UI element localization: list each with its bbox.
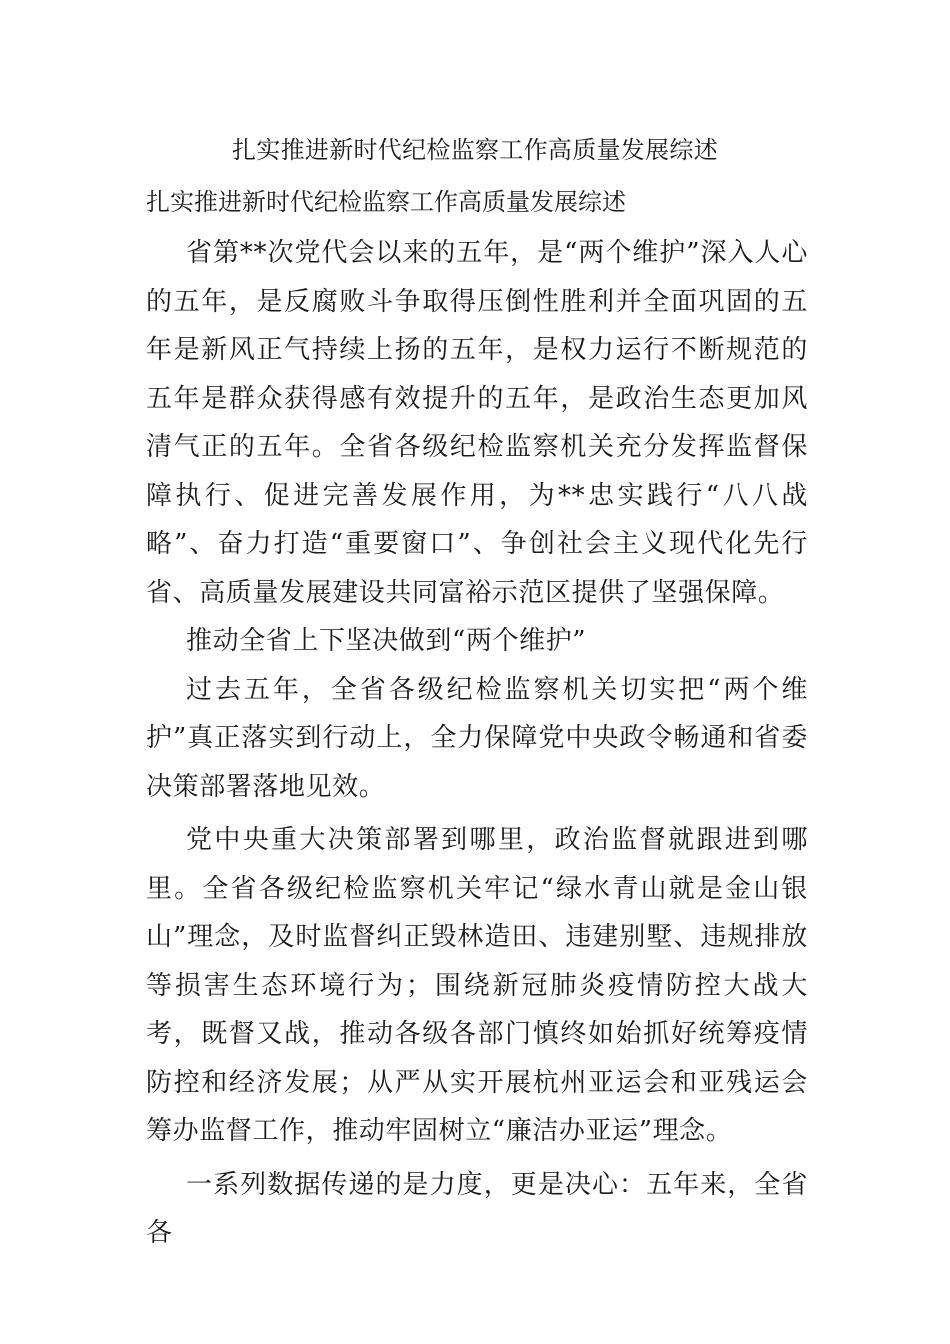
document-title-centered: 扎实推进新时代纪检监察工作高质量发展综述 bbox=[232, 136, 718, 164]
document-title-left: 扎实推进新时代纪检监察工作高质量发展综述 bbox=[146, 188, 626, 216]
document-body bbox=[146, 229, 808, 1258]
section-heading: 推动全省上下坚决做到“两个维护” bbox=[186, 626, 587, 656]
paragraph-past-five-years: 过去五年，全省各级纪检监察机关切实把“两个维护”真正落实到行动上，全力保障党中央政令畅通和省委决策部署落地见效。 bbox=[146, 674, 808, 802]
paragraph-political-supervision: 党中央重大决策部署到哪里，政治监督就跟进到哪里。全省各级纪检监察机关牢记“绿水青山就是金山银山”理念，及时监督纠正毁林造田、违建别墅、违规排放等损害生态环境行为；围绕新冠肺炎疫情防控大战大考，既督又战，推动各级各部门慎终如始抓好统筹疫情防控和经济发展；从严从实开展杭州亚运会和亚残运会筹办监督工作，推动牢固树立“廉洁办亚运”理念。 bbox=[146, 825, 808, 1146]
paragraph-data: 一系列数据传递的是力度，更是决心：五年来，全省各 bbox=[146, 1169, 808, 1248]
paragraph-intro: 省第**次党代会以来的五年，是“两个维护”深入人心的五年，是反腐败斗争取得压倒性胜利并全面巩固的五年是新风正气持续上扬的五年，是权力运行不断规范的五年是群众获得感有效提升的五年，是政治生态更加风清气正的五年。全省各级纪检监察机关充分发挥监督保障执行、促进完善发展作用，为**忠实践行“八八战略”、奋力打造“重要窗口”、争创社会主义现代化先行省、高质量发展建设共同富裕示范区提供了坚强保障。 bbox=[146, 238, 808, 608]
